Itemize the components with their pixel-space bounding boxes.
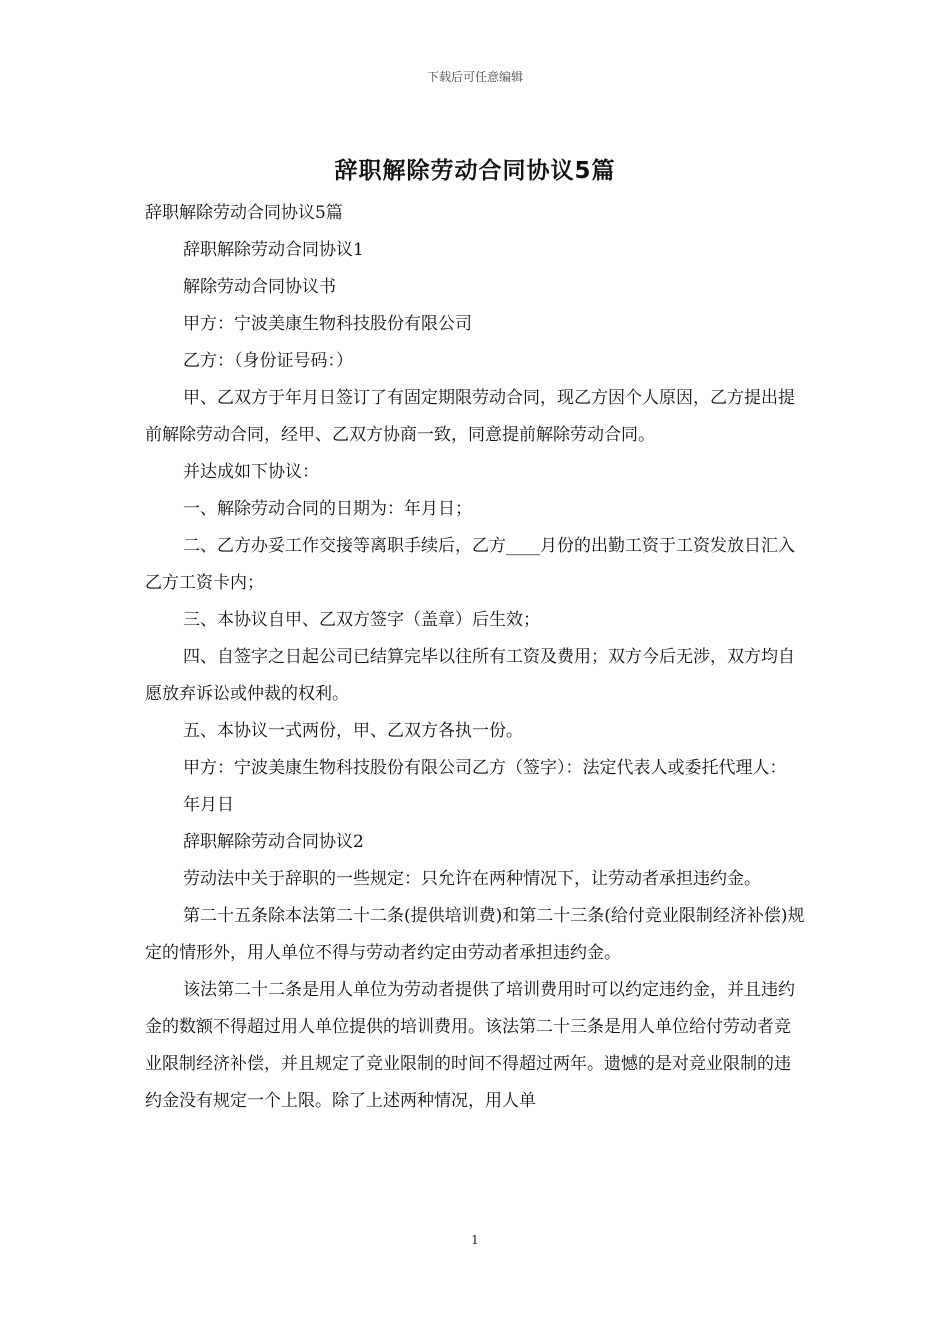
paragraph-preamble: 甲、乙双方于年月日签订了有固定期限劳动合同，现乙方因个人原因，乙方提出提前解除劳动合同，经甲、乙双方协商一致，同意提前解除劳动合同。 — [145, 388, 795, 445]
paragraph-section-heading: 辞职解除劳动合同协议1 — [183, 240, 364, 260]
paragraph-agreement-name: 解除劳动合同协议书 — [183, 277, 336, 297]
paragraph-date: 年月日 — [183, 795, 234, 815]
paragraph-article-25: 第二十五条除本法第二十二条(提供培训费)和第二十三条(给付竞业限制经济补偿)规定的情形外，用人单位不得与劳动者约定由劳动者承担违约金。 — [145, 906, 805, 963]
paragraph-agreement-intro: 并达成如下协议： — [183, 462, 319, 482]
document-body — [145, 195, 805, 1120]
paragraph-labor-law-intro: 劳动法中关于辞职的一些规定：只允许在两种情况下，让劳动者承担违约金。 — [183, 869, 761, 889]
document-title: 辞职解除劳动合同协议5篇 — [334, 158, 616, 184]
paragraph-party-a: 甲方：宁波美康生物科技股份有限公司 — [183, 314, 472, 334]
paragraph-clause-4: 四、自签字之日起公司已结算完毕以往所有工资及费用；双方今后无涉，双方均自愿放弃诉讼或仲裁的权利。 — [145, 647, 795, 704]
paragraph-party-b: 乙方：（身份证号码：） — [183, 351, 353, 371]
paragraph-clause-3: 三、本协议自甲、乙双方签字（盖章）后生效； — [183, 610, 540, 630]
paragraph-clause-2: 二、乙方办妥工作交接等离职手续后，乙方____月份的出勤工资于工资发放日汇入乙方工资卡内； — [145, 536, 795, 593]
page-header-note: 下载后可任意编辑 — [426, 70, 523, 84]
paragraph-articles-explanation: 该法第二十二条是用人单位为劳动者提供了培训费用时可以约定违约金，并且违约金的数额不得超过用人单位提供的培训费用。该法第二十三条是用人单位给付劳动者竞业限制经济补偿，并且规定了竞业限制的时间不得超过两年。遗憾的是对竞业限制的违约金没有规定一个上限。除了上述两种情况，用人单 — [145, 980, 795, 1111]
paragraph-signatures: 甲方：宁波美康生物科技股份有限公司乙方（签字）：法定代表人或委托代理人： — [183, 758, 787, 778]
paragraph-clause-5: 五、本协议一式两份，甲、乙双方各执一份。 — [183, 721, 523, 741]
paragraph-subtitle: 辞职解除劳动合同协议5篇 — [145, 203, 343, 223]
page-number: 1 — [471, 1233, 479, 1247]
paragraph-clause-1: 一、解除劳动合同的日期为：年月日； — [183, 499, 472, 519]
paragraph-section-heading-2: 辞职解除劳动合同协议2 — [183, 832, 364, 852]
